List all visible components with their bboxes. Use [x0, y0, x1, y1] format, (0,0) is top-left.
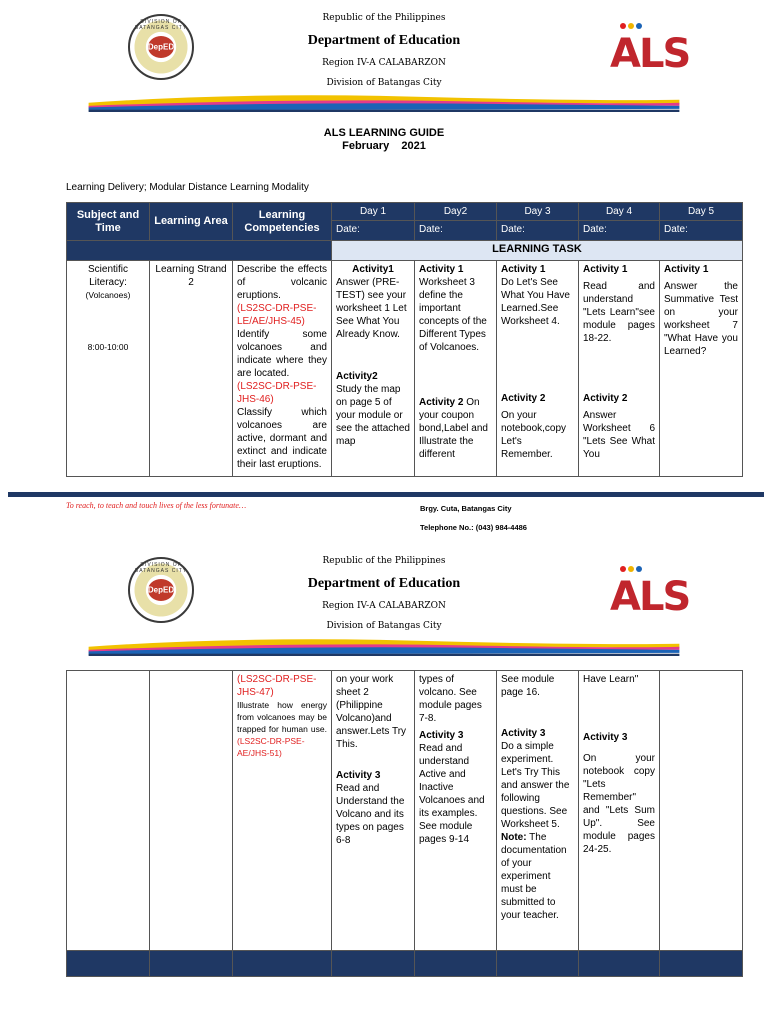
header-swoosh [0, 92, 768, 112]
header-swoosh [0, 636, 768, 656]
competency: Identify some volcanoes and indicate where they are located. [237, 329, 327, 379]
activity-title: Activity 1 [419, 264, 464, 275]
activity-text: Read and understand "Lets Learn"see module pages 18-22. [583, 281, 655, 344]
day-header: Day2 [415, 203, 497, 221]
activity-title: Activity 1 [664, 264, 709, 275]
seal-ring-text: DIVISION OF BATANGAS CITY [134, 562, 188, 574]
footer-rule [8, 492, 764, 497]
activity-title: Activity 2 [583, 393, 628, 404]
division-line: Division of Batangas City [326, 621, 442, 631]
activity-text: Answer the Summative Test on your worksheet 7 "What Have you Learned? [664, 281, 738, 357]
competency-code: (LS2SC-DR-PSE-JHS-47) [237, 674, 317, 698]
day-header: Day 3 [497, 203, 579, 221]
learning-task-header: LEARNING TASK [332, 241, 743, 261]
activity-text: Read and Understand the Volcano and its types on pages 6-8 [336, 783, 405, 846]
activity-title: Activity1 [352, 264, 394, 275]
activity-title: Activity 3 [336, 770, 381, 781]
competency: Describe the effects of volcanic eruptions. [237, 264, 327, 301]
activity-title: Activity 1 [501, 264, 546, 275]
day-header: Day 5 [660, 203, 743, 221]
seal-text: DepED [147, 42, 175, 52]
day-header: Day 4 [579, 203, 660, 221]
als-logo-text: ALS [610, 574, 690, 620]
activity-text: Answer Worksheet 6 "Lets See What You [583, 410, 655, 460]
seal-ring-text: DIVISION OF BATANGAS CITY [134, 19, 188, 31]
date-label: Date: [497, 221, 579, 241]
activity-text: Worksheet 3 define the important concepts of the Different Types of Volcanoes. [419, 277, 487, 353]
region-line: Region IV-A CALABARZON [322, 601, 446, 611]
activity-text: types of volcano. See module pages 7-8. [419, 674, 482, 724]
date-label: Date: [660, 221, 743, 241]
deped-seal [128, 557, 194, 623]
deped-seal [128, 14, 194, 80]
activity-title: Activity 3 [501, 728, 546, 739]
date-label: Date: [579, 221, 660, 241]
activity-text: Have Learn" [583, 674, 639, 685]
subject-time: 8:00-10:00 [87, 342, 129, 352]
activity-text: Do Let's See What You Have Learned.See Worksheet 4. [501, 277, 570, 327]
guide-title: ALS LEARNING GUIDE [323, 127, 445, 139]
department-title: Department of Education [307, 576, 461, 591]
division-line: Division of Batangas City [326, 78, 442, 88]
date-label: Date: [415, 221, 497, 241]
republic-line: Republic of the Philippines [322, 556, 446, 566]
activity-title: Activity 3 [419, 730, 464, 741]
footer-telephone: Telephone No.: (043) 984-4486 [420, 523, 527, 532]
subject-sub: (Volcanoes) [85, 290, 131, 300]
header-competencies: Learning Competencies [233, 203, 332, 241]
activity-text: Answer (PRE-TEST) see your worksheet 1 Let See What You Already Know. [336, 277, 407, 340]
competency: Classify which volcanoes are active, dormant and extinct and indicate their last eruptions. [237, 407, 327, 470]
experiment-note: Note: The documentation of your experiment must be submitted to your teacher. [501, 832, 567, 921]
header-subject: Subject and Time [67, 203, 150, 241]
activity-text: On your coupon bond,Label and Illustrate the different [419, 397, 488, 460]
table-footer-row [67, 951, 743, 977]
learning-guide-table [66, 202, 743, 477]
seal-text: DepED [147, 585, 175, 595]
region-line: Region IV-A CALABARZON [322, 58, 446, 68]
footer-address: Brgy. Cuta, Batangas City [420, 504, 512, 513]
activity-text: On your notebook,copy Let's Remember. [501, 410, 567, 460]
header-area: Learning Area [150, 203, 233, 241]
activity-title: Activity2 [336, 371, 378, 382]
subject-name: Scientific Literacy: [87, 264, 128, 288]
activity-text: See module page 16. [501, 674, 555, 698]
als-logo [610, 559, 690, 620]
activity-text: On your notebook copy "Lets Remember" and "Lets Sum Up". See module pages 24-25. [583, 753, 655, 855]
department-title: Department of Education [307, 33, 461, 48]
learning-area: Learning Strand 2 [150, 261, 233, 477]
activity-title: Activity 2 [419, 397, 464, 408]
date-label: Date: [332, 221, 415, 241]
activity-text: Do a simple experiment. Let's Try This and answer the following questions. See Worksheet 5. [501, 741, 570, 830]
guide-date: February 2021 [342, 140, 426, 152]
activity-block [419, 396, 492, 461]
day-header: Day 1 [332, 203, 415, 221]
footer-motto: To reach, to teach and touch lives of the less fortunate… [66, 501, 247, 510]
activity-text: Read and understand Active and Inactive Volcanoes and its examples. See module pages 9-14 [419, 743, 485, 845]
delivery-line: Learning Delivery; Modular Distance Learning Modality [66, 182, 309, 193]
republic-line: Republic of the Philippines [322, 13, 446, 23]
activity-text: on your work sheet 2 (Philippine Volcano)and answer.Lets Try This. [336, 674, 407, 750]
learning-guide-table-continued [66, 670, 743, 977]
competency-code: (LS2SC-DR-PSE-JHS-46) [237, 381, 317, 405]
competency: Illustrate how energy from volcanoes may be trapped for human use. (LS2SC-DR-PSE-AE/JHS-51) [237, 700, 327, 758]
als-logo [610, 16, 690, 77]
competency-code: (LS2SC-DR-PSE-LE/AE/JHS-45) [237, 303, 317, 327]
als-logo-text: ALS [610, 31, 690, 77]
activity-title: Activity 2 [501, 393, 546, 404]
activity-text: Study the map on page 5 of your module or see the attached map [336, 384, 410, 447]
activity-title: Activity 1 [583, 264, 628, 275]
activity-title: Activity 3 [583, 732, 628, 743]
